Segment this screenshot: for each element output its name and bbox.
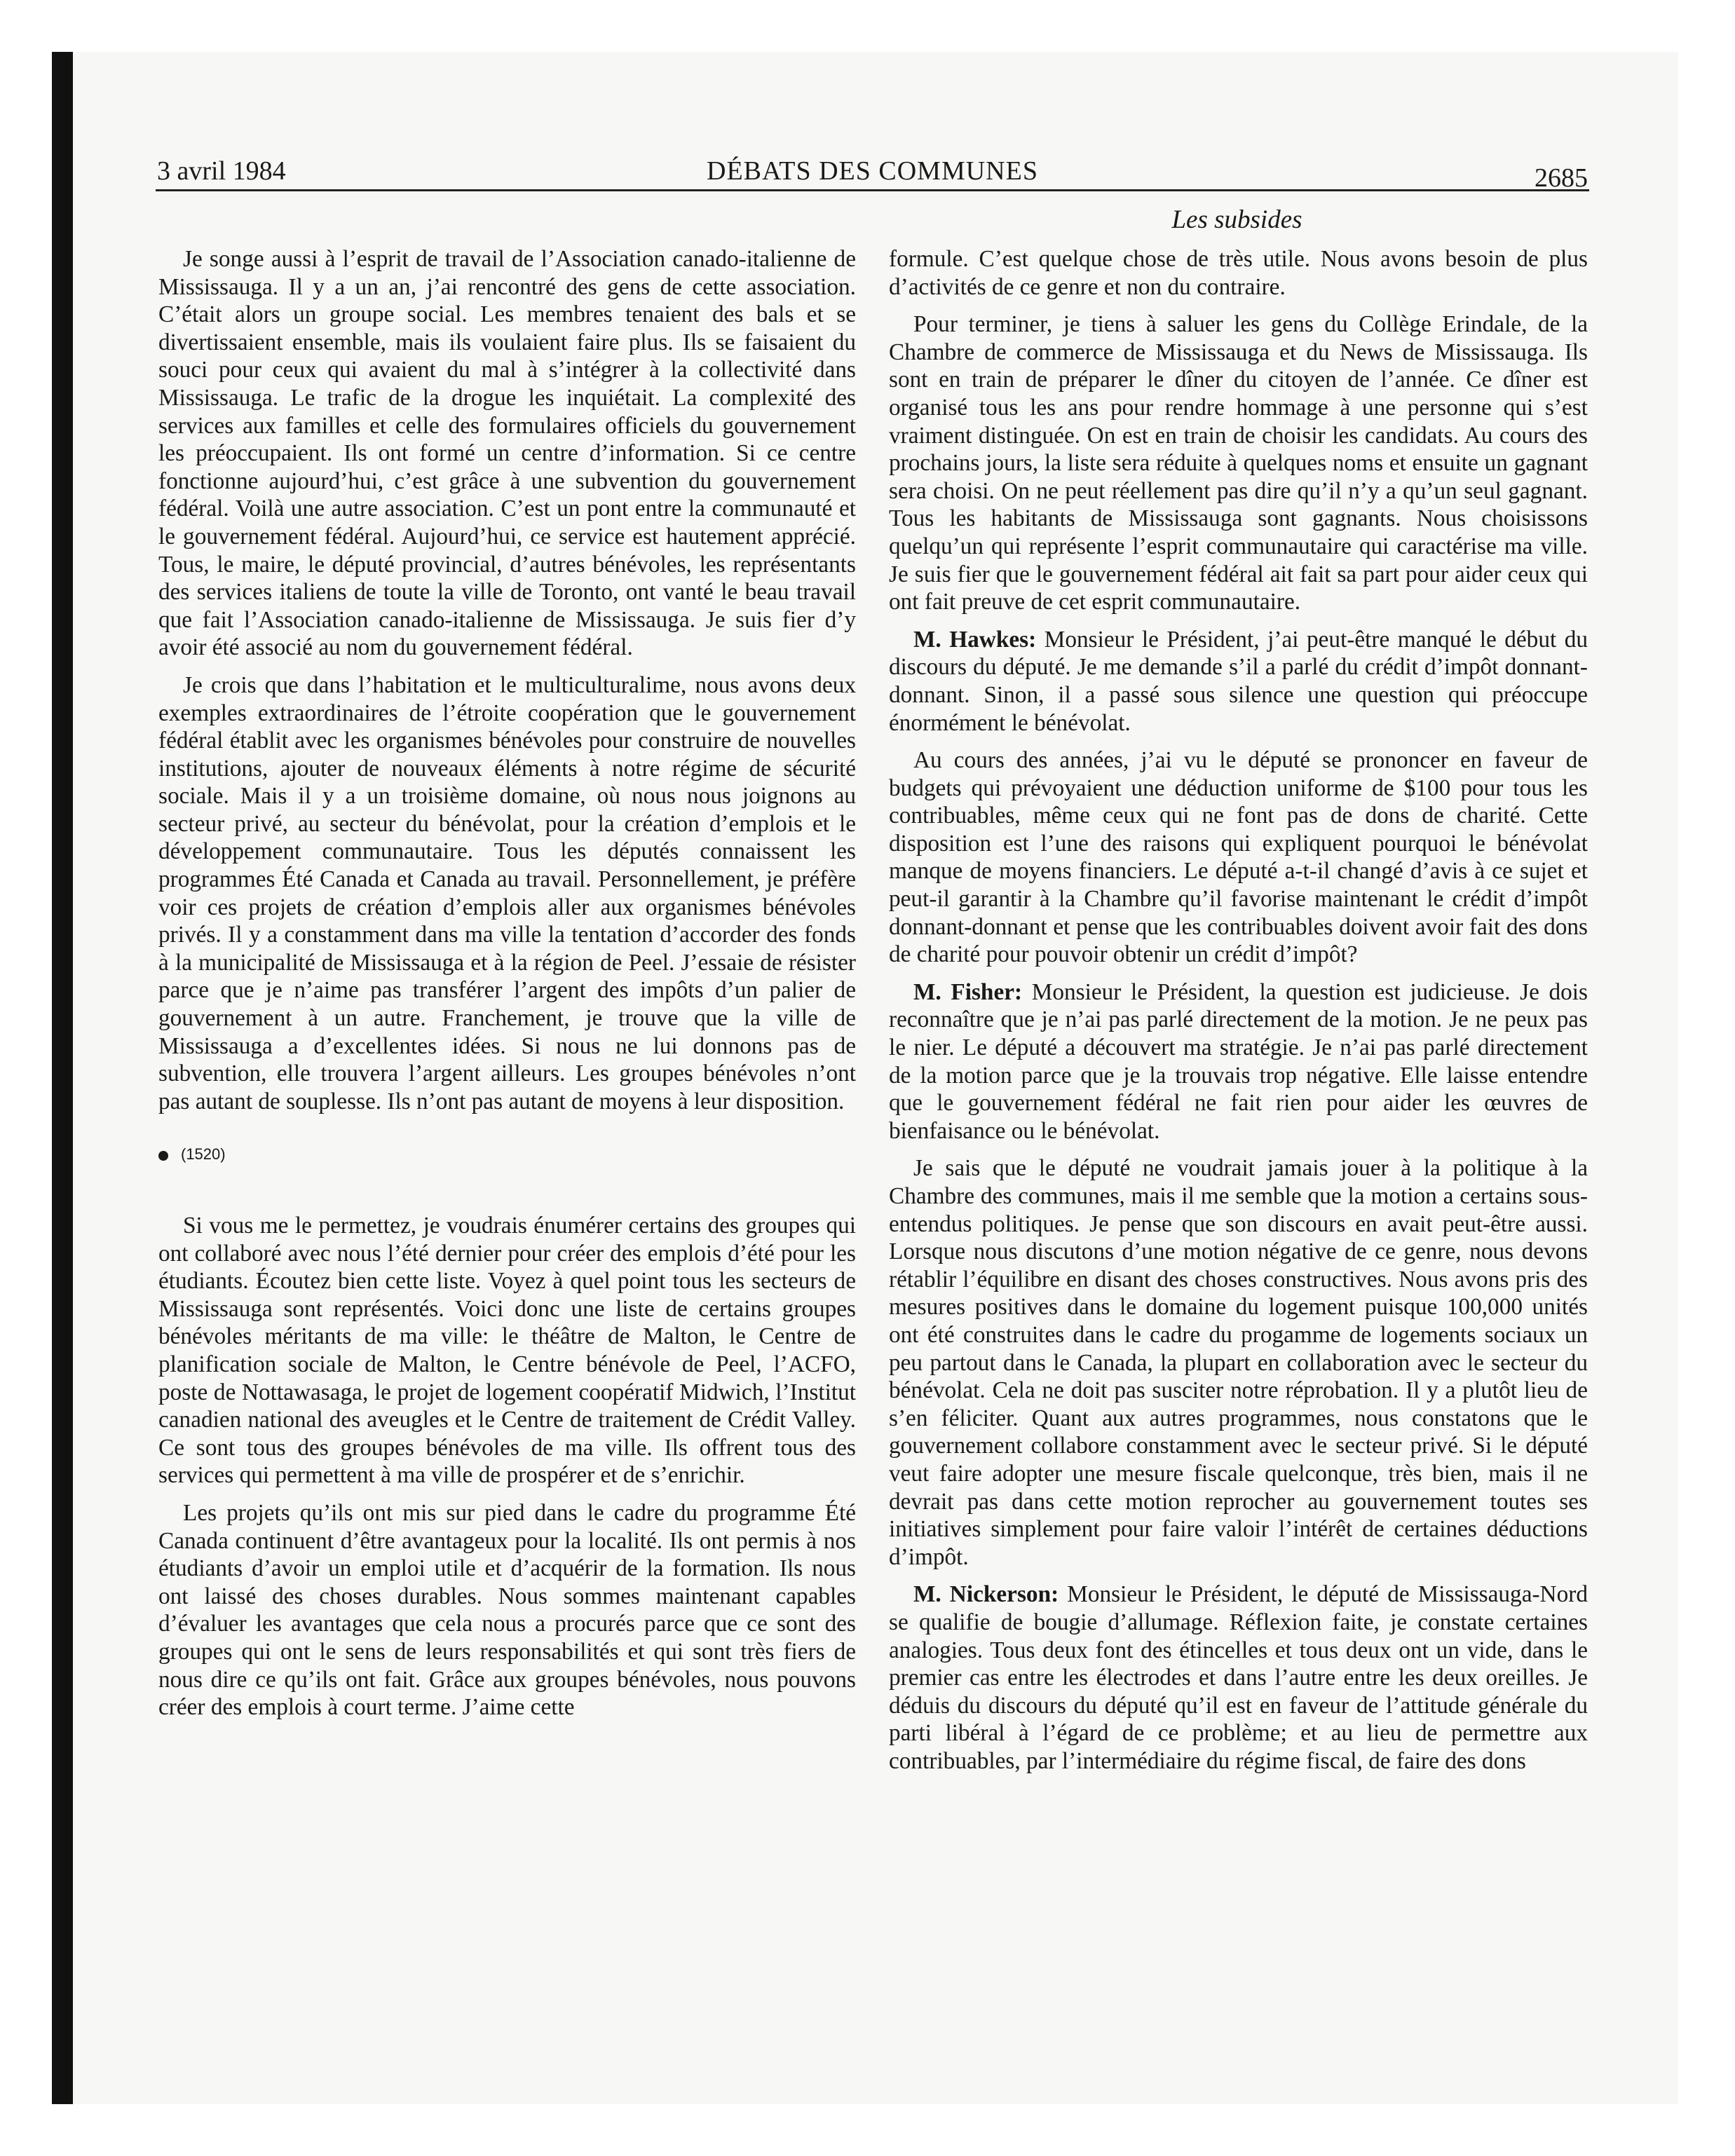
speech-text: Monsieur le Président, la question est judicieuse. Je dois reconnaître que je n’ai pas parlé directement de la motion. Je ne peux pas le nier. Le député a découvert ma stratégie. Je n’ai pas parlé directement de la motion parce que je la trouvais trop négative. Elle laisse entendre que le gouvernement fédéral ne fait rien pour aider les œuvres de bienfaisance ou le bénévolat. xyxy=(889,978,1588,1144)
paragraph: Je sais que le député ne voudrait jamais jouer à la politique à la Chambre des communes, mais il me semble que la motion a certains sous-entendus politiques. Je pense que son discours en avait peut-être aussi. Lorsque nous discutons d’une motion négative de ce genre, nous devons rétablir l’équilibre en disant des choses constructives. Nous avons pris des mesures positives dans le domaine du logement puisque 100,000 unités ont été construites dans le cadre du progamme de logements sociaux un peu partout dans le Canada, la plupart en collaboration avec le secteur du bénévolat. Cela ne doit pas susciter notre réprobation. Il y a plutôt lieu de s’en féliciter. Quant aux autres programmes, nous constatons que le gouvernement collabore constamment avec le secteur privé. Si le député veut faire adopter une mesure fiscale quelconque, très bien, mais il ne devrait pas dans cette motion reprocher au gouvernement toutes ses initiatives simplement pour faire valoir l’intérêt de certaines déductions d’impôt. xyxy=(889,1155,1588,1570)
left-column xyxy=(158,245,856,1731)
speech-nickerson xyxy=(889,1581,1588,1775)
time-marker xyxy=(158,1140,856,1168)
speech-hawkes xyxy=(889,626,1588,737)
paragraph: Pour terminer, je tiens à saluer les gens du Collège Erindale, de la Chambre de commerce de Mississauga et du News de Mississauga. Ils sont en train de préparer le dîner du citoyen de l’année. Ce dîner est organisé tous les ans pour rendre hommage à une personne qui s’est vraiment distinguée. On est en train de choisir les candidats. Au cours des prochains jours, la liste sera réduite à quelques noms et ensuite un gagnant sera choisi. On ne peut réellement pas dire qu’il n’y a qu’un seul gagnant. Tous les habitants de Mississauga sont gagnants. Nous choisissons quelqu’un qui représente l’esprit communautaire qui caractérise ma ville. Je suis fier que le gouvernement fédéral ait fait sa part pour aider ceux qui ont fait preuve de cet esprit communautaire. xyxy=(889,311,1588,615)
speaker-name: M. Fisher: xyxy=(913,978,1023,1005)
bullet-icon xyxy=(158,1151,168,1161)
speech-text: Monsieur le Président, le député de Mississauga-Nord se qualifie de bougie d’allumage. Réflexion faite, je constate certaines analogies. Tous deux font des étincelles et tous deux ont un vide, dans le premier cas entre les électrodes et dans l’autre entre les deux oreilles. Je déduis du discours du député qu’il est en faveur de l’attitude générale du parti libéral à l’égard de ce problème; et au lieu de permettre aux contribuables, par l’intermédiaire du régime fiscal, de faire des dons xyxy=(889,1581,1588,1774)
header-title: DÉBATS DES COMMUNES xyxy=(707,156,1038,186)
paragraph: formule. C’est quelque chose de très utile. Nous avons besoin de plus d’activités de ce genre et non du contraire. xyxy=(889,246,1588,300)
paragraph: Les projets qu’ils ont mis sur pied dans le cadre du programme Été Canada continuent d’être avantageux pour la localité. Ils ont permis à nos étudiants d’avoir un emploi utile et d’acquérir de la formation. Ils nous ont laissé des choses durables. Nous sommes maintenant capables d’évaluer les avantages que cela nous a procurés parce que ce sont des groupes qui ont le sens de leurs responsabilités et qui sont très fiers de nous dire ce qu’ils ont fait. Grâce aux groupes bénévoles, nous pouvons créer des emplois à court terme. J’aime cette xyxy=(158,1499,856,1721)
paragraph: Au cours des années, j’ai vu le député se prononcer en faveur de budgets qui prévoyaient une déduction uniforme de $100 pour tous les contribuables, même ceux qui ne font pas de dons de charité. Cette disposition est l’une des raisons qui expliquent pourquoi le bénévolat manque de moyens financiers. Le député a-t-il changé d’avis à ce sujet et peut-il garantir à la Chambre qu’il favorise maintenant le crédit d’impôt donnant-donnant et pense que les contribuables doivent avoir fait des dons de charité pour pouvoir obtenir un crédit d’impôt? xyxy=(889,747,1588,968)
paragraph: Si vous me le permettez, je voudrais énumérer certains des groupes qui ont collaboré avec nous l’été dernier pour créer des emplois d’été pour les étudiants. Écoutez bien cette liste. Voyez à quel point tous les secteurs de Mississauga sont représentés. Voici donc une liste de certains groupes bénévoles méritants de ma ville: le théâtre de Malton, le Centre de planification sociale de Malton, le Centre bénévole de Peel, l’ACFO, poste de Nottawasaga, le projet de logement coopératif Midwich, l’Institut canadien national des aveugles et le Centre de traitement de Crédit Valley. Ce sont tous des groupes bénévoles de ma ville. Ils offrent tous des services qui permettent à ma ville de prospérer et de s’enrichir. xyxy=(158,1213,856,1489)
page-header xyxy=(156,149,1589,191)
binding-edge xyxy=(52,52,73,2104)
paragraph: Je songe aussi à l’esprit de travail de l’Association canado-italienne de Mississauga. Il y a un an, j’ai rencontré des gens de cette association. C’était alors un groupe social. Les membres tenaient des bals et se divertissaient ensemble, mais ils voulaient faire plus. Ils se faisaient du souci pour ceux qui avaient du mal à s’intégrer à la collectivité dans Mississauga. Le trafic de la drogue les inquiétait. La complexité des services aux familles et celle des formulaires officiels du gouvernement les préoccupaient. Ils ont formé un centre d’information. Si ce centre fonctionne aujourd’hui, c’est grâce à une subvention du gouvernement fédéral. Voilà une autre association. C’est un pont entre la communauté et le gouvernement fédéral. Aujourd’hui, ce service est hautement apprécié. Tous, le maire, le député provincial, d’autres bénévoles, les représentants des services italiens de toute la ville de Toronto, ont vanté le beau travail que fait l’Association canado-italienne de Mississauga. Je suis fier d’y avoir été associé au nom du gouvernement fédéral. xyxy=(158,246,856,661)
time-marker-label: (1520) xyxy=(181,1145,226,1164)
speech-fisher xyxy=(889,978,1588,1145)
page-number: 2685 xyxy=(1535,163,1588,193)
header-date: 3 avril 1984 xyxy=(157,156,286,186)
right-column xyxy=(889,245,1588,1785)
speech-text: Monsieur le Président, j’ai peut-être manqué le début du discours du député. Je me demande s’il a parlé du crédit d’impôt donnant-donnant. Sinon, il a passé sous silence une question qui préoccupe énormément le bénévolat. xyxy=(889,626,1588,736)
section-heading: Les subsides xyxy=(1171,205,1302,234)
speaker-name: M. Hawkes: xyxy=(913,626,1037,653)
paragraph: Je crois que dans l’habitation et le multiculturalime, nous avons deux exemples extraordinaires de l’étroite coopération que le gouvernement fédéral établit avec les organismes bénévoles pour construire de nouvelles institutions, ajouter de nouveaux éléments à notre régime de sécurité sociale. Mais il y a un troisième domaine, où nous nous joignons au secteur privé, au secteur du bénévolat, pour la création d’emplois et le développement communautaire. Tous les députés connaissent les programmes Été Canada et Canada au travail. Personnellement, je préfère voir ces projets de création d’emplois aller aux organismes bénévoles privés. Il y a constamment dans ma ville la tentation d’accorder des fonds à la municipalité de Mississauga et à la région de Peel. J’essaie de résister parce que je n’aime pas transférer l’argent des impôts d’un palier de gouvernement à un autre. Franchement, je trouve que la ville de Mississauga a d’excellentes idées. Si nous ne lui donnons pas de subvention, elle trouvera l’argent ailleurs. Les groupes bénévoles n’ont pas autant de souplesse. Ils n’ont pas autant de moyens à leur disposition. xyxy=(158,671,856,1114)
speaker-name: M. Nickerson: xyxy=(913,1581,1059,1608)
